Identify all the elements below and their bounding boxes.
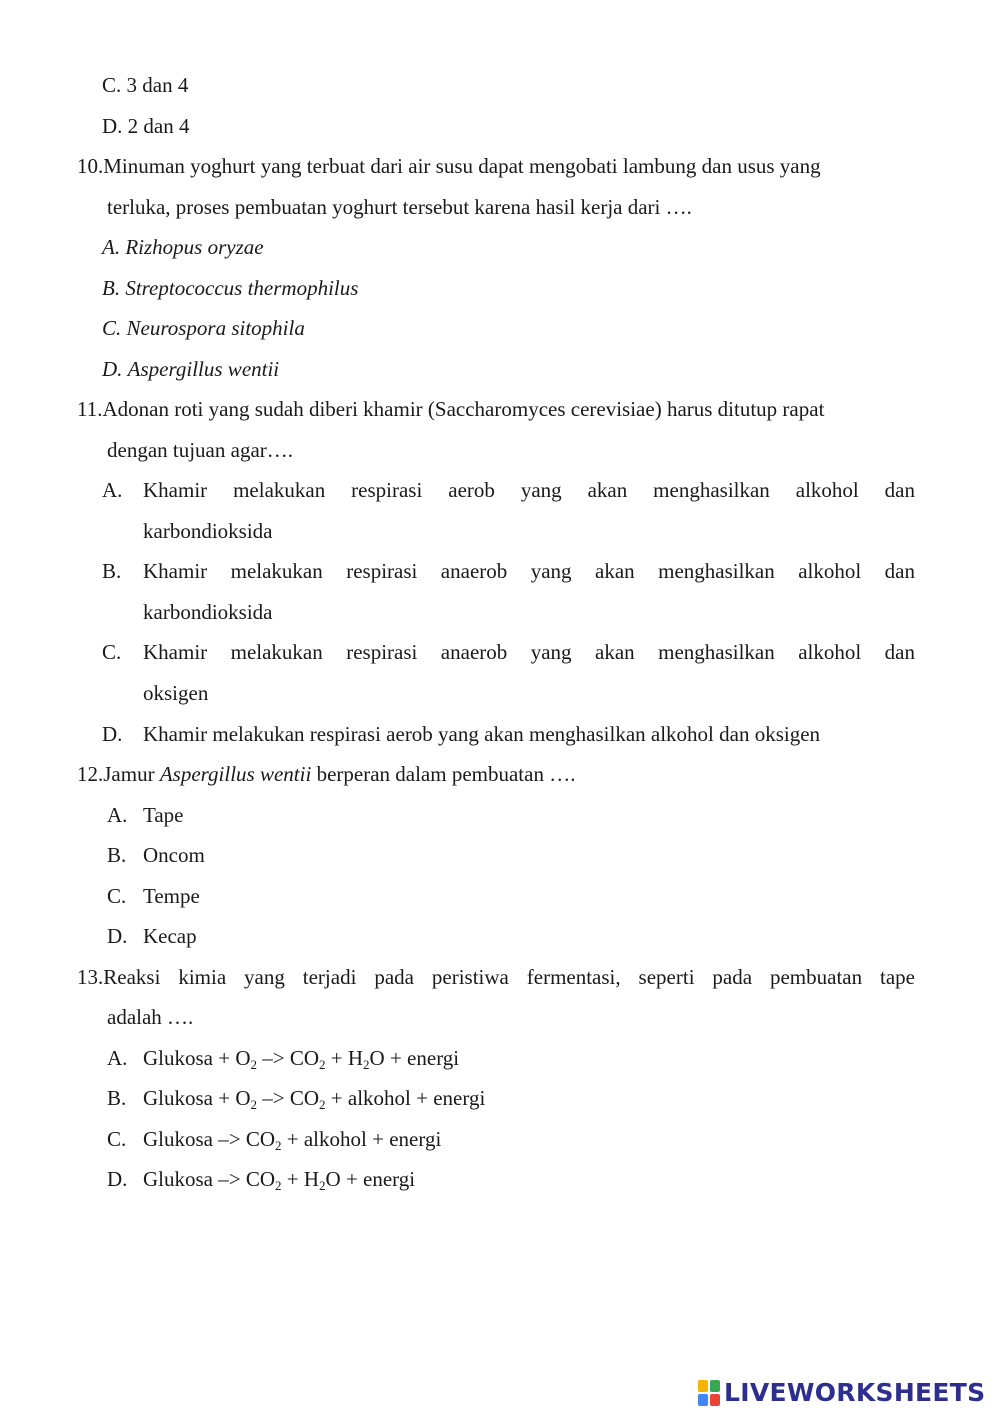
- option-text-line1: Khamir melakukan respirasi anaerob yang akan menghasilkan alkohol dan: [143, 640, 915, 664]
- q13-stem-line1: 13.Reaksi kimia yang terjadi pada peristiwa fermentasi, seperti pada pembuatan tape: [77, 965, 915, 989]
- option-text-line1: Khamir melakukan respirasi aerob yang akan menghasilkan alkohol dan: [143, 478, 915, 502]
- q13-number: 13.: [77, 965, 104, 989]
- option-letter: C.: [102, 640, 122, 664]
- liveworksheets-logo-icon: [698, 1380, 720, 1406]
- q10-stem-line1: 10.Minuman yoghurt yang terbuat dari air susu dapat mengobati lambung dan usus yang: [77, 154, 821, 178]
- q10-option-d[interactable]: D. Aspergillus wentii: [102, 357, 280, 381]
- q12-stem: 12.Jamur Aspergillus wentii berperan dalam pembuatan ….: [77, 762, 576, 786]
- q10-option-c[interactable]: C. Neurospora sitophila: [102, 316, 305, 340]
- option-text: Khamir melakukan respirasi aerob yang akan menghasilkan alkohol dan oksigen: [143, 722, 821, 746]
- option-letter: B.: [102, 559, 122, 583]
- logo-text: LIVEWORKSHEETS: [724, 1378, 986, 1407]
- option-letter: A.: [102, 478, 123, 502]
- equation: Glukosa + $O_2 -> CO_2 + H_2O$ + energi: [143, 1046, 460, 1072]
- prev-option-d: D. 2 dan 4: [102, 114, 190, 138]
- q10-option-a[interactable]: A. Rizhopus oryzae: [102, 235, 264, 259]
- q10-number: 10.: [77, 154, 104, 178]
- liveworksheets-logo: [698, 1378, 985, 1408]
- q10-option-b[interactable]: B. Streptococcus thermophilus: [102, 276, 359, 300]
- option-text-line2: karbondioksida: [143, 519, 273, 543]
- q13-stem-line2: adalah ….: [107, 1005, 194, 1029]
- q12-number: 12.: [77, 762, 104, 786]
- option-text-line2: karbondioksida: [143, 600, 273, 624]
- q11-stem-line2: dengan tujuan agar….: [107, 438, 294, 462]
- equation: Glukosa + $O_2 -> CO_2$ + alkohol + energi: [143, 1086, 486, 1112]
- q10-stem-line2: terluka, proses pembuatan yoghurt tersebut karena hasil kerja dari ….: [107, 195, 692, 219]
- option-text-line2: oksigen: [143, 681, 209, 705]
- q11-number: 11.: [77, 397, 103, 421]
- option-letter: D.: [102, 722, 123, 746]
- prev-option-c: C. 3 dan 4: [102, 73, 189, 97]
- q11-stem-line1: 11.Adonan roti yang sudah diberi khamir (Saccharomyces cerevisiae) harus ditutup rapat: [77, 397, 825, 421]
- equation: Glukosa –> $CO_2 + H_2O$ + energi: [143, 1167, 416, 1193]
- equation: Glukosa –> $CO_2$ + alkohol + energi: [143, 1127, 442, 1153]
- option-text-line1: Khamir melakukan respirasi anaerob yang akan menghasilkan alkohol dan: [143, 559, 915, 583]
